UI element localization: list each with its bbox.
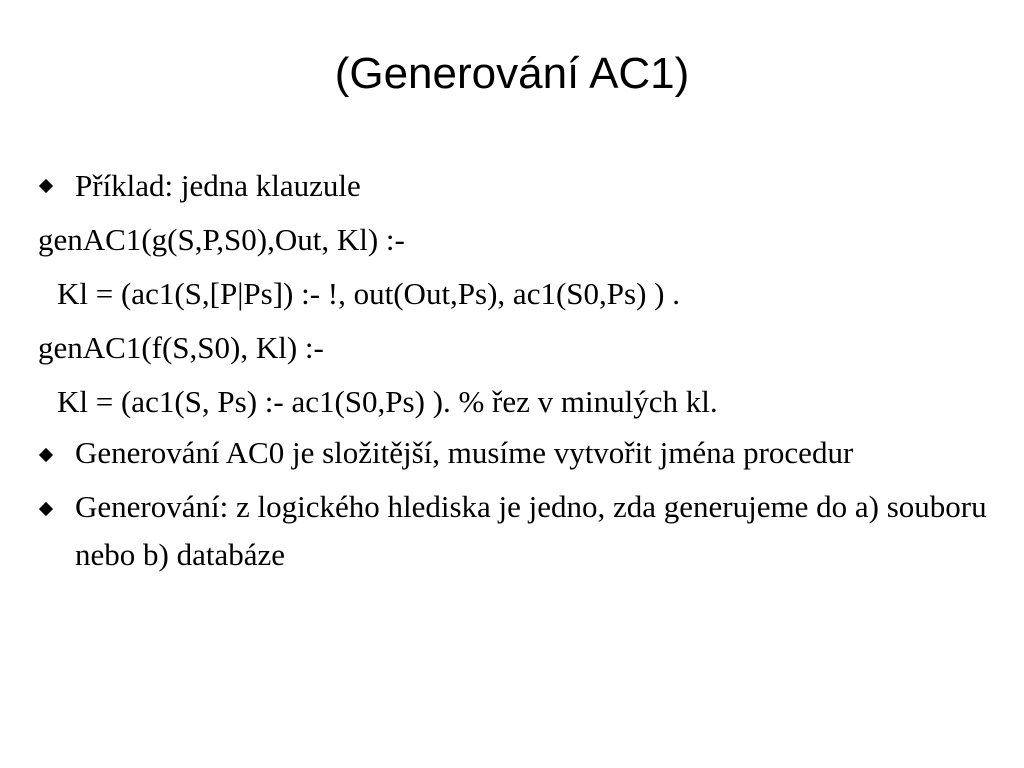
diamond-bullet-icon	[39, 448, 53, 462]
bullet-item	[38, 483, 998, 579]
bullet-text: Příklad: jedna klauzule	[75, 168, 361, 203]
slide-title: (Generování AC1)	[334, 49, 690, 98]
code-line: Kl = (ac1(S,[P|Ps]) :- !, out(Out,Ps), ac1(S0,Ps) ) .	[57, 276, 680, 311]
slide-body	[38, 159, 998, 585]
diamond-bullet-icon	[39, 179, 53, 193]
bullet-item	[38, 159, 998, 213]
code-line: genAC1(f(S,S0), Kl) :-	[38, 330, 324, 365]
bullet-text: Generování AC0 je složitější, musíme vytvořit jména procedur	[75, 435, 854, 470]
bullet-text: Generování: z logického hlediska je jedno, zda generujeme do a) souboru nebo b) databáze	[75, 489, 987, 572]
diamond-bullet-icon	[39, 502, 53, 516]
code-line: Kl = (ac1(S, Ps) :- ac1(S0,Ps) ). % řez v minulých kl.	[57, 384, 718, 419]
bullet-item	[38, 429, 998, 477]
code-line: genAC1(g(S,P,S0),Out, Kl) :-	[38, 222, 405, 257]
